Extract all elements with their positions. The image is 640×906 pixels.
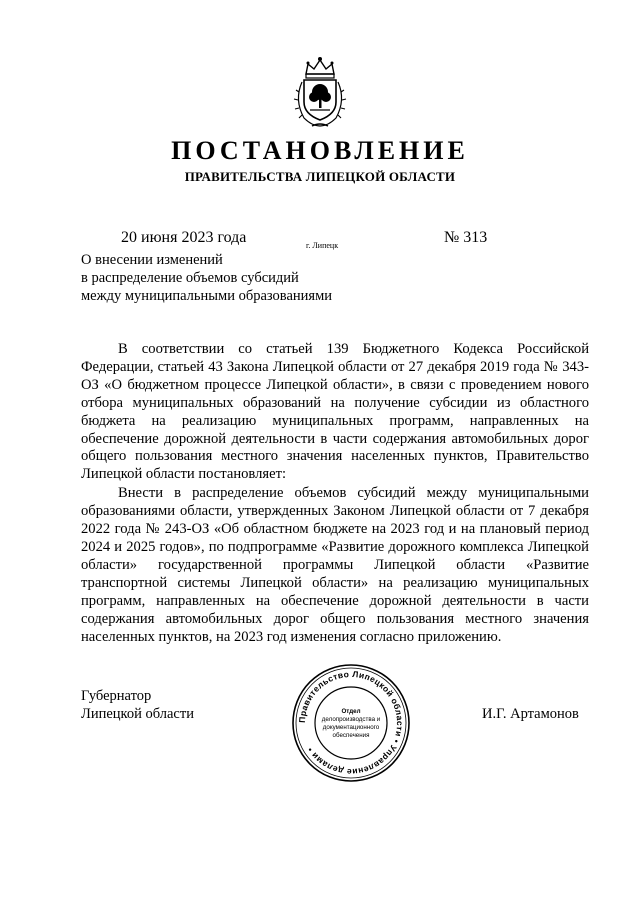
subject-line: в распределение объемов субсидий xyxy=(81,270,299,286)
document-subtitle: ПРАВИТЕЛЬСТВА ЛИПЕЦКОЙ ОБЛАСТИ xyxy=(184,169,456,184)
seal-center-line: обеспечения xyxy=(332,732,370,739)
coat-of-arms-icon xyxy=(290,52,350,130)
body-paragraph: Внести в распределение объемов субсидий между муниципальными образованиями области, утвержденных Законом Липецкой области от 7 декабря 2022 года № 243-ОЗ «Об областном бюджете на 2023 год и на плановый период 2024 и 2025 годов», по подпрограмме «Развитие дорожного комплекса Липецкой области» государственной программы Липецкой области «Развитие транспортной системы Липецкой области» на реализацию муниципальных программ, направленных на обеспечение дорожной деятельности в части содержания автомобильных дорог общего пользования местного значения населенных пунктов, на 2023 год изменения согласно приложению. xyxy=(81,485,589,645)
official-seal-icon xyxy=(290,662,412,784)
seal-center-line: Отдел xyxy=(341,708,361,715)
signer-position xyxy=(81,687,194,723)
seal-ring-text: Правительство Липецкой области • Управление делами • xyxy=(296,668,406,778)
seal-center-line: документационного xyxy=(322,724,380,731)
subject-line: между муниципальными образованиями xyxy=(81,288,333,304)
document-subject xyxy=(81,251,401,305)
document-body xyxy=(81,341,589,646)
body-paragraph: В соответствии со статьей 139 Бюджетного Кодекса Российской Федерации, статьей 43 Закона Липецкой области от 27 декабря 2019 года № 343-ОЗ «О бюджетном процессе Липецкой области», в связи с проведением нового отбора муниципальных образований на получение субсидии из областного бюджета на реализацию муниципальных программ, направленных на обеспечение дорожной деятельности в части содержания автомобильных дорог общего пользования местного значения населенных пунктов, Правительство Липецкой области постановляет: xyxy=(81,341,589,483)
signer-position-line: Липецкой области xyxy=(81,706,194,722)
document-place: г. Липецк xyxy=(306,241,339,250)
document-date: 20 июня 2023 года xyxy=(121,229,247,246)
signer-name: И.Г. Артамонов xyxy=(482,706,579,722)
subject-line: О внесении изменений xyxy=(81,252,223,268)
document-number: № 313 xyxy=(444,229,488,246)
document-title: ПОСТАНОВЛЕНИЕ xyxy=(171,136,469,165)
seal-center-line: делопроизводства и xyxy=(321,716,381,723)
signer-position-line: Губернатор xyxy=(81,688,152,704)
